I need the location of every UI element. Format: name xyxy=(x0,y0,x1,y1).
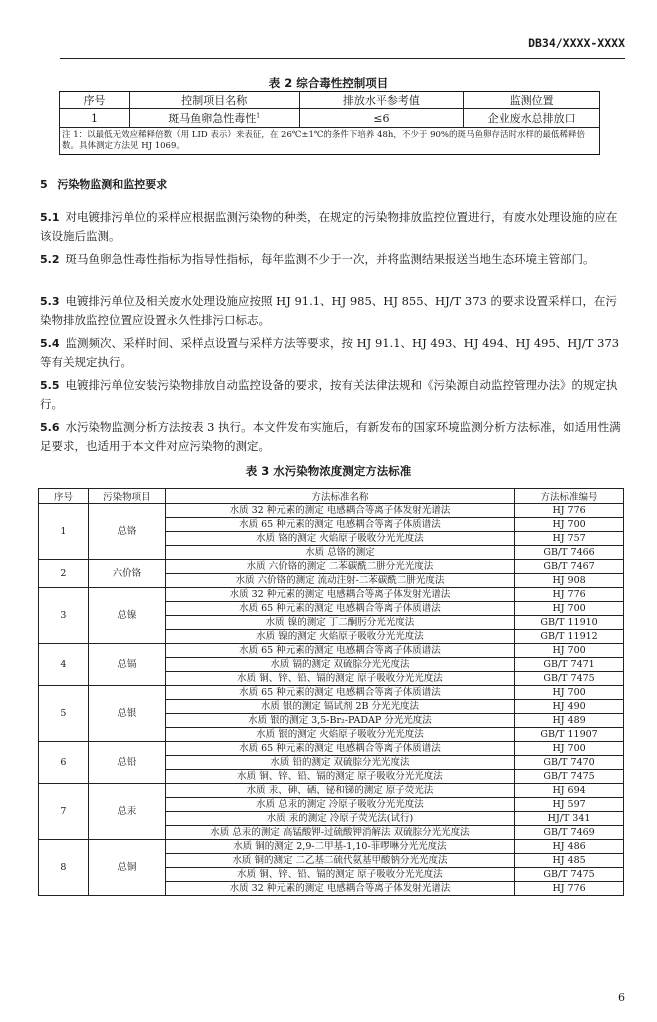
table-row xyxy=(39,504,624,518)
table3 xyxy=(38,488,624,896)
method-name: 水质 65 种元素的测定 电感耦合等离子体质谱法 xyxy=(165,742,514,756)
monitoring-location: 企业废水总排放口 xyxy=(464,109,600,128)
method-code: HJ 700 xyxy=(515,686,624,700)
method-code: HJ 597 xyxy=(515,798,624,812)
table-row xyxy=(60,109,600,128)
method-name: 水质 32 种元素的测定 电感耦合等离子体发射光谱法 xyxy=(165,588,514,602)
table2 xyxy=(59,91,600,155)
table-row xyxy=(39,644,624,658)
table-row xyxy=(39,840,624,854)
method-name: 水质 银的测定 火焰原子吸收分光光度法 xyxy=(165,728,514,742)
method-name: 水质 65 种元素的测定 电感耦合等离子体质谱法 xyxy=(165,518,514,532)
pollutant-name: 总汞 xyxy=(88,784,165,840)
header-cell: 控制项目名称 xyxy=(129,92,299,109)
method-code: HJ/T 341 xyxy=(515,812,624,826)
row-number: 6 xyxy=(39,742,89,784)
method-name: 水质 铜、锌、铅、镉的测定 原子吸收分光光度法 xyxy=(165,672,514,686)
method-code: HJ 776 xyxy=(515,588,624,602)
row-number: 5 xyxy=(39,686,89,742)
header-rule xyxy=(60,58,625,59)
method-code: HJ 486 xyxy=(515,840,624,854)
header-cell: 方法标准编号 xyxy=(515,489,624,504)
method-code: GB/T 7475 xyxy=(515,770,624,784)
method-code: GB/T 11910 xyxy=(515,616,624,630)
pollutant-name: 总镍 xyxy=(88,588,165,644)
pollutant-name: 六价铬 xyxy=(88,560,165,588)
method-name: 水质 银的测定 镉试剂 2B 分光光度法 xyxy=(165,700,514,714)
row-number: 4 xyxy=(39,644,89,686)
row-number: 3 xyxy=(39,588,89,644)
footnote-marker: 1 xyxy=(256,112,261,120)
method-code: GB/T 7466 xyxy=(515,546,624,560)
header-cell: 监测位置 xyxy=(464,92,600,109)
row-number: 1 xyxy=(60,109,130,128)
table2-note-row xyxy=(60,128,600,155)
method-code: GB/T 11912 xyxy=(515,630,624,644)
section-number: 5 xyxy=(40,178,48,191)
method-code: HJ 489 xyxy=(515,714,624,728)
method-name: 水质 铜的测定 二乙基二硫代氨基甲酸钠分光光度法 xyxy=(165,854,514,868)
method-name: 水质 铅的测定 双硫腙分光光度法 xyxy=(165,756,514,770)
method-code: GB/T 7471 xyxy=(515,658,624,672)
method-code: HJ 700 xyxy=(515,602,624,616)
method-name: 水质 铬的测定 火焰原子吸收分光光度法 xyxy=(165,532,514,546)
table-row xyxy=(39,742,624,756)
paragraph-5-6: 5.6 水污染物监测分析方法按表 3 执行。本文件发布实施后，有新发布的国家环境监测分析方法标准，如适用性满足要求，也适用于本文件对应污染物的测定。 xyxy=(40,420,621,453)
paragraph-5-3: 5.3 电镀排污单位及相关废水处理设施应按照 HJ 91.1、HJ 985、HJ 855、HJ/T 373 的要求设置采样口，在污染物排放监控位置应设置永久性排污口标志。 xyxy=(40,294,617,327)
method-code: GB/T 7467 xyxy=(515,560,624,574)
method-code: HJ 776 xyxy=(515,882,624,896)
row-number: 1 xyxy=(39,504,89,560)
pollutant-name: 总铬 xyxy=(88,504,165,560)
method-code: HJ 908 xyxy=(515,574,624,588)
method-code: GB/T 7469 xyxy=(515,826,624,840)
row-number: 2 xyxy=(39,560,89,588)
method-code: HJ 757 xyxy=(515,532,624,546)
table-note: 注 1：以最低无效应稀释倍数（用 LID 表示）来表征，在 26℃±1℃的条件下培养 48h，不少于 90%的斑马鱼卵存活时水样的最低稀释倍数。具体测定方法见 HJ 1069。 xyxy=(60,128,600,155)
method-name: 水质 总铬的测定 xyxy=(165,546,514,560)
method-code: GB/T 11907 xyxy=(515,728,624,742)
row-number: 7 xyxy=(39,784,89,840)
method-name: 水质 铜、锌、铅、镉的测定 原子吸收分光光度法 xyxy=(165,868,514,882)
header-cell: 序号 xyxy=(39,489,89,504)
row-number: 8 xyxy=(39,840,89,896)
reference-value: ≤6 xyxy=(299,109,464,128)
header-cell: 序号 xyxy=(60,92,130,109)
document-code: DB34/XXXX-XXXX xyxy=(528,36,625,50)
table3-body xyxy=(39,504,624,896)
method-name: 水质 镍的测定 丁二酮肟分光光度法 xyxy=(165,616,514,630)
header-cell: 排放水平参考值 xyxy=(299,92,464,109)
method-name: 水质 32 种元素的测定 电感耦合等离子体发射光谱法 xyxy=(165,504,514,518)
table-row xyxy=(39,784,624,798)
table3-title: 表 3 水污染物浓度测定方法标准 xyxy=(245,464,412,478)
paragraph-5-1: 5.1 对电镀排污单位的采样应根据监测污染物的种类，在规定的污染物排放监控位置进行，有废水处理设施的应在该设施后监测。 xyxy=(40,210,618,243)
table-row xyxy=(39,588,624,602)
method-code: HJ 485 xyxy=(515,854,624,868)
method-code: HJ 490 xyxy=(515,700,624,714)
method-code: HJ 776 xyxy=(515,504,624,518)
pollutant-name: 总铅 xyxy=(88,742,165,784)
method-name: 水质 铜、锌、铅、镉的测定 原子吸收分光光度法 xyxy=(165,770,514,784)
table3-header-row xyxy=(39,489,624,504)
method-name: 水质 65 种元素的测定 电感耦合等离子体质谱法 xyxy=(165,644,514,658)
header-cell: 方法标准名称 xyxy=(165,489,514,504)
method-name: 水质 六价铬的测定 二苯碳酰二肼分光光度法 xyxy=(165,560,514,574)
method-name: 水质 汞的测定 冷原子荧光法(试行) xyxy=(165,812,514,826)
method-name: 水质 六价铬的测定 流动注射-二苯碳酰二肼光度法 xyxy=(165,574,514,588)
method-name: 水质 银的测定 3,5-Br₂-PADAP 分光光度法 xyxy=(165,714,514,728)
method-name: 水质 总汞的测定 冷原子吸收分光光度法 xyxy=(165,798,514,812)
method-name: 水质 镍的测定 火焰原子吸收分光光度法 xyxy=(165,630,514,644)
paragraph-5-2: 5.2 斑马鱼卵急性毒性指标为指导性指标，每年监测不少于一次，并将监测结果报送当地生态环境主管部门。 xyxy=(40,252,595,266)
method-name: 水质 铜的测定 2,9-二甲基-1,10-菲啰啉分光光度法 xyxy=(165,840,514,854)
method-code: HJ 700 xyxy=(515,742,624,756)
method-name: 水质 总汞的测定 高锰酸钾-过硫酸钾消解法 双硫腙分光光度法 xyxy=(165,826,514,840)
paragraph-5-4: 5.4 监测频次、采样时间、采样点设置与采样方法等要求，按 HJ 91.1、HJ 493、HJ 494、HJ 495、HJ/T 373 等有关规定执行。 xyxy=(40,336,620,369)
method-name: 水质 65 种元素的测定 电感耦合等离子体质谱法 xyxy=(165,602,514,616)
section-heading xyxy=(40,175,626,194)
method-code: GB/T 7470 xyxy=(515,756,624,770)
page-number: 6 xyxy=(618,991,625,1004)
method-code: HJ 700 xyxy=(515,518,624,532)
method-name: 水质 32 种元素的测定 电感耦合等离子体发射光谱法 xyxy=(165,882,514,896)
method-code: HJ 694 xyxy=(515,784,624,798)
table2-title: 表 2 综合毒性控制项目 xyxy=(268,76,389,90)
control-item-name xyxy=(129,109,299,128)
pollutant-name: 总镉 xyxy=(88,644,165,686)
table-row xyxy=(39,560,624,574)
method-name: 水质 镉的测定 双硫腙分光光度法 xyxy=(165,658,514,672)
table-row xyxy=(39,686,624,700)
method-code: HJ 700 xyxy=(515,644,624,658)
method-name: 水质 汞、砷、硒、铋和锑的测定 原子荧光法 xyxy=(165,784,514,798)
method-code: GB/T 7475 xyxy=(515,868,624,882)
item-name-text: 斑马鱼卵急性毒性 xyxy=(168,112,257,125)
header-cell: 污染物项目 xyxy=(88,489,165,504)
pollutant-name: 总银 xyxy=(88,686,165,742)
method-name: 水质 65 种元素的测定 电感耦合等离子体质谱法 xyxy=(165,686,514,700)
method-code: GB/T 7475 xyxy=(515,672,624,686)
table2-header-row xyxy=(60,92,600,109)
pollutant-name: 总铜 xyxy=(88,840,165,896)
section-title: 污染物监测和监控要求 xyxy=(57,178,168,191)
paragraph-5-5: 5.5 电镀排污单位安装污染物排放自动监控设备的要求，按有关法律法规和《污染源自动监控管理办法》的规定执行。 xyxy=(40,378,618,411)
